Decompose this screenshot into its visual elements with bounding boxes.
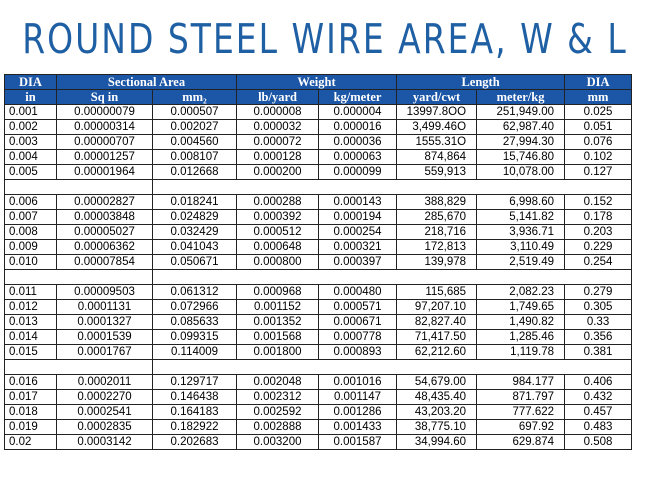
cell-mm2: 0.129717 bbox=[153, 375, 237, 390]
cell-dia-in: 0.018 bbox=[5, 405, 57, 420]
cell-lb-yard: 0.000128 bbox=[237, 150, 319, 165]
cell-kg-meter: 0.000194 bbox=[319, 210, 397, 225]
cell-mm2: 0.012668 bbox=[153, 165, 237, 180]
table-row bbox=[5, 420, 632, 435]
spacer-cell bbox=[153, 270, 632, 285]
cell-sq-in: 0.00009503 bbox=[57, 285, 153, 300]
cell-kg-meter: 0.000671 bbox=[319, 315, 397, 330]
cell-yard-cwt: 48,435.40 bbox=[397, 390, 477, 405]
cell-lb-yard: 0.000648 bbox=[237, 240, 319, 255]
cell-dia-mm: 0.356 bbox=[565, 330, 632, 345]
cell-meter-kg: 1,749.65 bbox=[477, 300, 565, 315]
cell-sq-in: 0.00002827 bbox=[57, 195, 153, 210]
table-row bbox=[5, 240, 632, 255]
cell-kg-meter: 0.000397 bbox=[319, 255, 397, 270]
cell-yard-cwt: 1555.31O bbox=[397, 135, 477, 150]
cell-lb-yard: 0.001568 bbox=[237, 330, 319, 345]
cell-sq-in: 0.00005027 bbox=[57, 225, 153, 240]
cell-lb-yard: 0.002048 bbox=[237, 375, 319, 390]
cell-kg-meter: 0.000480 bbox=[319, 285, 397, 300]
cell-meter-kg: 5,141.82 bbox=[477, 210, 565, 225]
cell-kg-meter: 0.000004 bbox=[319, 105, 397, 120]
cell-dia-mm: 0.483 bbox=[565, 420, 632, 435]
cell-sq-in: 0.00000707 bbox=[57, 135, 153, 150]
cell-dia-mm: 0.381 bbox=[565, 345, 632, 360]
cell-kg-meter: 0.001147 bbox=[319, 390, 397, 405]
cell-meter-kg: 1,490.82 bbox=[477, 315, 565, 330]
cell-lb-yard: 0.000288 bbox=[237, 195, 319, 210]
cell-yard-cwt: 97,207.10 bbox=[397, 300, 477, 315]
cell-meter-kg: 27,994.30 bbox=[477, 135, 565, 150]
cell-dia-mm: 0.279 bbox=[565, 285, 632, 300]
cell-meter-kg: 3,110.49 bbox=[477, 240, 565, 255]
cell-kg-meter: 0.000321 bbox=[319, 240, 397, 255]
table-body bbox=[5, 105, 632, 450]
header-dia-mm: DIA bbox=[565, 75, 632, 90]
table-row bbox=[5, 375, 632, 390]
cell-dia-mm: 0.102 bbox=[565, 150, 632, 165]
cell-kg-meter: 0.001016 bbox=[319, 375, 397, 390]
cell-sq-in: 0.0002270 bbox=[57, 390, 153, 405]
cell-kg-meter: 0.000063 bbox=[319, 150, 397, 165]
spacer-cell bbox=[153, 360, 632, 375]
cell-kg-meter: 0.000143 bbox=[319, 195, 397, 210]
cell-yard-cwt: 82,827.40 bbox=[397, 315, 477, 330]
cell-yard-cwt: 38,775.10 bbox=[397, 420, 477, 435]
header-weight: Weight bbox=[237, 75, 397, 90]
cell-sq-in: 0.0002541 bbox=[57, 405, 153, 420]
header-sectional-area: Sectional Area bbox=[57, 75, 237, 90]
table-row bbox=[5, 330, 632, 345]
cell-meter-kg: 3,936.71 bbox=[477, 225, 565, 240]
cell-dia-in: 0.010 bbox=[5, 255, 57, 270]
cell-dia-in: 0.009 bbox=[5, 240, 57, 255]
cell-dia-in: 0.007 bbox=[5, 210, 57, 225]
cell-lb-yard: 0.000512 bbox=[237, 225, 319, 240]
cell-sq-in: 0.0003142 bbox=[57, 435, 153, 450]
cell-sq-in: 0.0001131 bbox=[57, 300, 153, 315]
page-title: ROUND STEEL WIRE AREA, W & L bbox=[22, 14, 628, 63]
cell-dia-mm: 0.152 bbox=[565, 195, 632, 210]
cell-mm2: 0.182922 bbox=[153, 420, 237, 435]
cell-meter-kg: 984.177 bbox=[477, 375, 565, 390]
unit-sq-in: Sq in bbox=[57, 90, 153, 105]
header-row-groups bbox=[5, 75, 632, 90]
cell-mm2: 0.085633 bbox=[153, 315, 237, 330]
cell-mm2: 0.002027 bbox=[153, 120, 237, 135]
group-spacer-row bbox=[5, 360, 632, 375]
group-spacer-row bbox=[5, 180, 632, 195]
header-dia: DIA bbox=[5, 75, 57, 90]
table-row bbox=[5, 120, 632, 135]
table-row bbox=[5, 285, 632, 300]
table-row bbox=[5, 315, 632, 330]
cell-yard-cwt: 34,994.60 bbox=[397, 435, 477, 450]
cell-kg-meter: 0.000016 bbox=[319, 120, 397, 135]
cell-mm2: 0.000507 bbox=[153, 105, 237, 120]
cell-yard-cwt: 218,716 bbox=[397, 225, 477, 240]
table-row bbox=[5, 135, 632, 150]
cell-kg-meter: 0.000893 bbox=[319, 345, 397, 360]
cell-sq-in: 0.0001767 bbox=[57, 345, 153, 360]
cell-yard-cwt: 139,978 bbox=[397, 255, 477, 270]
cell-dia-in: 0.015 bbox=[5, 345, 57, 360]
cell-sq-in: 0.00007854 bbox=[57, 255, 153, 270]
cell-lb-yard: 0.002888 bbox=[237, 420, 319, 435]
cell-lb-yard: 0.002312 bbox=[237, 390, 319, 405]
cell-dia-mm: 0.305 bbox=[565, 300, 632, 315]
cell-yard-cwt: 71,417.50 bbox=[397, 330, 477, 345]
cell-meter-kg: 251,949.00 bbox=[477, 105, 565, 120]
table-row bbox=[5, 105, 632, 120]
cell-yard-cwt: 62,212.60 bbox=[397, 345, 477, 360]
cell-lb-yard: 0.001152 bbox=[237, 300, 319, 315]
header-row-units bbox=[5, 90, 632, 105]
cell-meter-kg: 2,519.49 bbox=[477, 255, 565, 270]
cell-dia-in: 0.02 bbox=[5, 435, 57, 450]
unit-in: in bbox=[5, 90, 57, 105]
cell-meter-kg: 2,082.23 bbox=[477, 285, 565, 300]
cell-mm2: 0.146438 bbox=[153, 390, 237, 405]
unit-mm2: mm₂ bbox=[153, 90, 237, 105]
table-row bbox=[5, 195, 632, 210]
cell-yard-cwt: 115,685 bbox=[397, 285, 477, 300]
unit-kg-meter: kg/meter bbox=[319, 90, 397, 105]
cell-sq-in: 0.00001257 bbox=[57, 150, 153, 165]
cell-yard-cwt: 13997.8OO bbox=[397, 105, 477, 120]
cell-dia-mm: 0.33 bbox=[565, 315, 632, 330]
cell-mm2: 0.061312 bbox=[153, 285, 237, 300]
cell-yard-cwt: 54,679.00 bbox=[397, 375, 477, 390]
cell-dia-in: 0.019 bbox=[5, 420, 57, 435]
cell-yard-cwt: 285,670 bbox=[397, 210, 477, 225]
cell-meter-kg: 1,285.46 bbox=[477, 330, 565, 345]
cell-dia-mm: 0.025 bbox=[565, 105, 632, 120]
cell-mm2: 0.032429 bbox=[153, 225, 237, 240]
cell-dia-in: 0.003 bbox=[5, 135, 57, 150]
cell-meter-kg: 15,746.80 bbox=[477, 150, 565, 165]
cell-dia-mm: 0.432 bbox=[565, 390, 632, 405]
cell-dia-in: 0.004 bbox=[5, 150, 57, 165]
group-spacer-row bbox=[5, 270, 632, 285]
cell-mm2: 0.004560 bbox=[153, 135, 237, 150]
cell-mm2: 0.072966 bbox=[153, 300, 237, 315]
unit-mm: mm bbox=[565, 90, 632, 105]
cell-yard-cwt: 388,829 bbox=[397, 195, 477, 210]
cell-dia-mm: 0.178 bbox=[565, 210, 632, 225]
spacer-cell bbox=[5, 180, 153, 195]
cell-kg-meter: 0.000036 bbox=[319, 135, 397, 150]
cell-dia-mm: 0.127 bbox=[565, 165, 632, 180]
table-row bbox=[5, 225, 632, 240]
table-row bbox=[5, 150, 632, 165]
wire-area-table bbox=[4, 74, 632, 450]
table-row bbox=[5, 405, 632, 420]
spacer-cell bbox=[5, 360, 153, 375]
cell-dia-in: 0.005 bbox=[5, 165, 57, 180]
cell-mm2: 0.099315 bbox=[153, 330, 237, 345]
cell-lb-yard: 0.000008 bbox=[237, 105, 319, 120]
cell-yard-cwt: 172,813 bbox=[397, 240, 477, 255]
cell-sq-in: 0.0002011 bbox=[57, 375, 153, 390]
cell-dia-in: 0.017 bbox=[5, 390, 57, 405]
cell-lb-yard: 0.000072 bbox=[237, 135, 319, 150]
cell-dia-in: 0.008 bbox=[5, 225, 57, 240]
unit-meter-kg: meter/kg bbox=[477, 90, 565, 105]
cell-dia-in: 0.016 bbox=[5, 375, 57, 390]
cell-yard-cwt: 43,203.20 bbox=[397, 405, 477, 420]
cell-kg-meter: 0.000571 bbox=[319, 300, 397, 315]
cell-dia-mm: 0.229 bbox=[565, 240, 632, 255]
cell-lb-yard: 0.000800 bbox=[237, 255, 319, 270]
cell-kg-meter: 0.001587 bbox=[319, 435, 397, 450]
table-row bbox=[5, 255, 632, 270]
cell-dia-in: 0.006 bbox=[5, 195, 57, 210]
cell-mm2: 0.114009 bbox=[153, 345, 237, 360]
cell-dia-mm: 0.406 bbox=[565, 375, 632, 390]
cell-dia-in: 0.013 bbox=[5, 315, 57, 330]
cell-sq-in: 0.00003848 bbox=[57, 210, 153, 225]
spacer-cell bbox=[153, 180, 632, 195]
cell-mm2: 0.050671 bbox=[153, 255, 237, 270]
cell-meter-kg: 777.622 bbox=[477, 405, 565, 420]
cell-lb-yard: 0.002592 bbox=[237, 405, 319, 420]
cell-mm2: 0.041043 bbox=[153, 240, 237, 255]
cell-dia-in: 0.011 bbox=[5, 285, 57, 300]
table-row bbox=[5, 165, 632, 180]
cell-dia-mm: 0.051 bbox=[565, 120, 632, 135]
cell-sq-in: 0.00000079 bbox=[57, 105, 153, 120]
cell-lb-yard: 0.000200 bbox=[237, 165, 319, 180]
table-row bbox=[5, 300, 632, 315]
cell-dia-in: 0.014 bbox=[5, 330, 57, 345]
unit-yard-cwt: yard/cwt bbox=[397, 90, 477, 105]
table-row bbox=[5, 435, 632, 450]
cell-kg-meter: 0.000254 bbox=[319, 225, 397, 240]
cell-kg-meter: 0.000099 bbox=[319, 165, 397, 180]
cell-meter-kg: 1,119.78 bbox=[477, 345, 565, 360]
cell-lb-yard: 0.001352 bbox=[237, 315, 319, 330]
cell-dia-in: 0.001 bbox=[5, 105, 57, 120]
cell-yard-cwt: 3,499.46O bbox=[397, 120, 477, 135]
cell-lb-yard: 0.003200 bbox=[237, 435, 319, 450]
cell-lb-yard: 0.001800 bbox=[237, 345, 319, 360]
cell-mm2: 0.024829 bbox=[153, 210, 237, 225]
header-length: Length bbox=[397, 75, 565, 90]
cell-dia-in: 0.002 bbox=[5, 120, 57, 135]
spacer-cell bbox=[5, 270, 153, 285]
table-row bbox=[5, 210, 632, 225]
cell-meter-kg: 697.92 bbox=[477, 420, 565, 435]
cell-lb-yard: 0.000968 bbox=[237, 285, 319, 300]
cell-sq-in: 0.0002835 bbox=[57, 420, 153, 435]
cell-dia-mm: 0.508 bbox=[565, 435, 632, 450]
cell-mm2: 0.164183 bbox=[153, 405, 237, 420]
unit-lb-yard: lb/yard bbox=[237, 90, 319, 105]
cell-lb-yard: 0.000032 bbox=[237, 120, 319, 135]
cell-kg-meter: 0.001433 bbox=[319, 420, 397, 435]
cell-yard-cwt: 874,864 bbox=[397, 150, 477, 165]
cell-kg-meter: 0.000778 bbox=[319, 330, 397, 345]
cell-dia-mm: 0.203 bbox=[565, 225, 632, 240]
cell-mm2: 0.202683 bbox=[153, 435, 237, 450]
cell-sq-in: 0.0001539 bbox=[57, 330, 153, 345]
cell-lb-yard: 0.000392 bbox=[237, 210, 319, 225]
cell-sq-in: 0.00001964 bbox=[57, 165, 153, 180]
cell-meter-kg: 871.797 bbox=[477, 390, 565, 405]
table-row bbox=[5, 345, 632, 360]
cell-dia-mm: 0.457 bbox=[565, 405, 632, 420]
cell-sq-in: 0.0001327 bbox=[57, 315, 153, 330]
cell-meter-kg: 6,998.60 bbox=[477, 195, 565, 210]
cell-dia-mm: 0.076 bbox=[565, 135, 632, 150]
cell-yard-cwt: 559,913 bbox=[397, 165, 477, 180]
cell-dia-mm: 0.254 bbox=[565, 255, 632, 270]
cell-sq-in: 0.00006362 bbox=[57, 240, 153, 255]
cell-meter-kg: 10,078.00 bbox=[477, 165, 565, 180]
cell-meter-kg: 62,987.40 bbox=[477, 120, 565, 135]
cell-dia-in: 0.012 bbox=[5, 300, 57, 315]
cell-mm2: 0.008107 bbox=[153, 150, 237, 165]
cell-kg-meter: 0.001286 bbox=[319, 405, 397, 420]
table-row bbox=[5, 390, 632, 405]
cell-mm2: 0.018241 bbox=[153, 195, 237, 210]
cell-sq-in: 0.00000314 bbox=[57, 120, 153, 135]
cell-meter-kg: 629.874 bbox=[477, 435, 565, 450]
